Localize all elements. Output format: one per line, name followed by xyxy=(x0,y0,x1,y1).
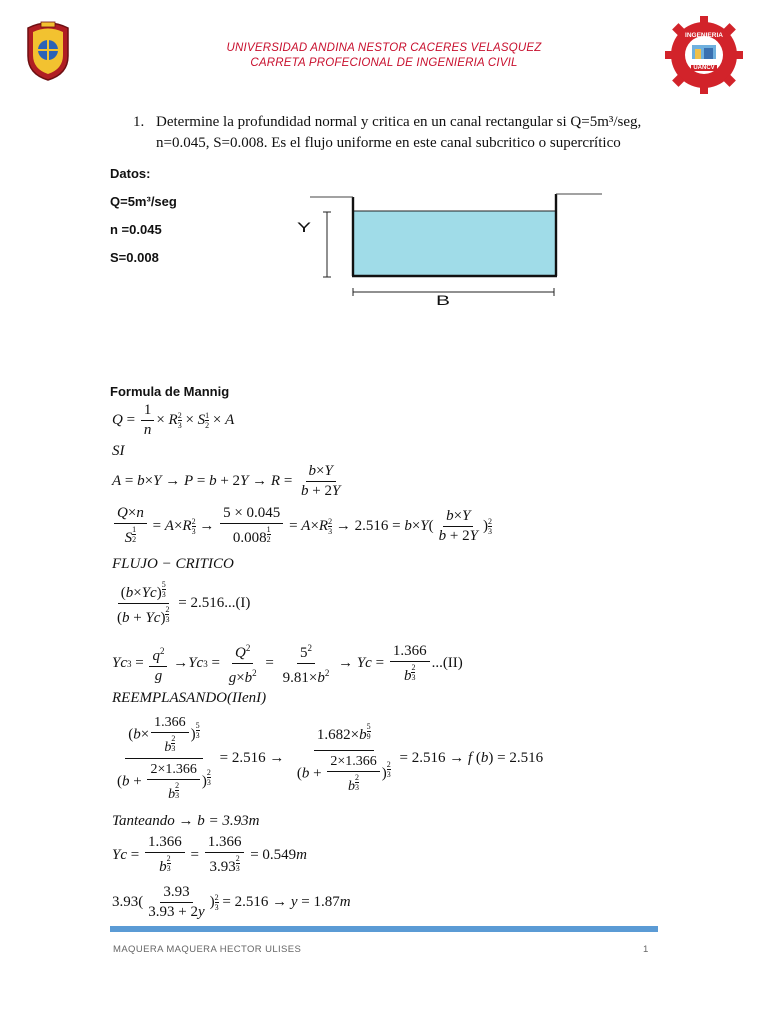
footer-page-number: 1 xyxy=(643,944,649,955)
footer-bar xyxy=(110,926,658,932)
equation-I: (b×Yc) $^{\frac{5}{3}}$ (b + Yc) $^{\frac{2}{3}}$ = 2.516 ...(I) xyxy=(117,580,251,626)
y-label: Y xyxy=(297,219,312,235)
flujo-critico-label: FLUJO − CRITICO xyxy=(112,556,234,572)
formula-title: Formula de Mannig xyxy=(110,384,230,399)
equation-II: Yc 3 = $\frac{q^2}{g}$ → Yc 3 = $\frac{Q^2}{g\times b^2}$ = $\frac{5^2}{9.81\times b^2}$ → Yc = 1.366 b $^{\frac{2}{3}}$ ...(II) xyxy=(112,640,463,687)
logo-text-top: INGENIERIA CIVIL xyxy=(685,32,723,46)
datos-title: Datos: xyxy=(110,166,151,181)
problem-line-1: Determine la profundidad normal y critica en un canal rectangular si Q=5m³/seg, xyxy=(156,114,642,130)
water-fill xyxy=(353,211,556,276)
career-name: CARRETA PROFECIONAL DE INGENIERIA CIVIL xyxy=(250,57,518,69)
engineering-logo xyxy=(664,15,744,95)
problem-line-2: n=0.045, S=0.008. Es el flujo uniforme en este canal subcritico o supercrítico xyxy=(156,135,621,151)
b-label: B xyxy=(436,292,451,308)
datos-s: S=0.008 xyxy=(110,250,159,265)
manning-equation: Q = $\frac{1}{n}$ × R 2 3 × S 1 2 × A xyxy=(112,402,235,438)
yc-result-equation: Yc = 1.366 b $^{\frac{2}{3}}$ = 1.366 3.93 $^{\frac{2}{3}}$ = 0.549 m xyxy=(112,834,307,875)
logo-text-bottom: UANCV xyxy=(693,65,715,71)
reemplazando-label: REEMPLASANDO(IIenI) xyxy=(112,690,267,706)
area-equation: A = b × Y → P = b + 2 Y → R = $\frac{b\times Y}{b + 2Y}$ xyxy=(112,463,341,499)
manning-rearranged: Q×n S $^{\frac{1}{2}}$ = A × R 2 3 → 5 × 0.045 0.008 $^{\frac{1}{2}}$ = A × R 2 3 → 2.516 = b × Y ( $\frac{b\times Y}{b + 2Y}$ ) 2 3 xyxy=(112,505,492,547)
si-label: SI xyxy=(112,443,125,459)
university-name: UNIVERSIDAD ANDINA NESTOR CACERES VELASQUEZ xyxy=(226,42,542,54)
substitution-equation: (b× 1.366 b $^{\frac{2}{3}}$ ) $^{\frac{5}{3}}$ (b + 2×1.366 b $^{\frac{2}{3}}$ ) $^{\frac{2}{3}}$ = 2.516 → 1.682×b $^{\frac{5}{9}}$ (b + 2×1.366 b $^{\frac{2}{3}}$ ) $^{\frac{2}{3}}$ = 2.516 → f ( b ) = 2.516 xyxy=(117,715,544,802)
problem-number: 1. xyxy=(133,114,145,130)
footer-author: MAQUERA MAQUERA HECTOR ULISES xyxy=(113,944,302,955)
tanteando-label: Tanteando → b = 3.93m xyxy=(112,813,260,829)
datos-n: n =0.045 xyxy=(110,222,162,237)
datos-q: Q=5m³/seg xyxy=(110,194,177,209)
y-result-equation: 3.93 ( $\frac{3.93}{3.93 + 2y}$ ) 2 3 = 2.516 → y = 1.87 m xyxy=(112,884,351,920)
